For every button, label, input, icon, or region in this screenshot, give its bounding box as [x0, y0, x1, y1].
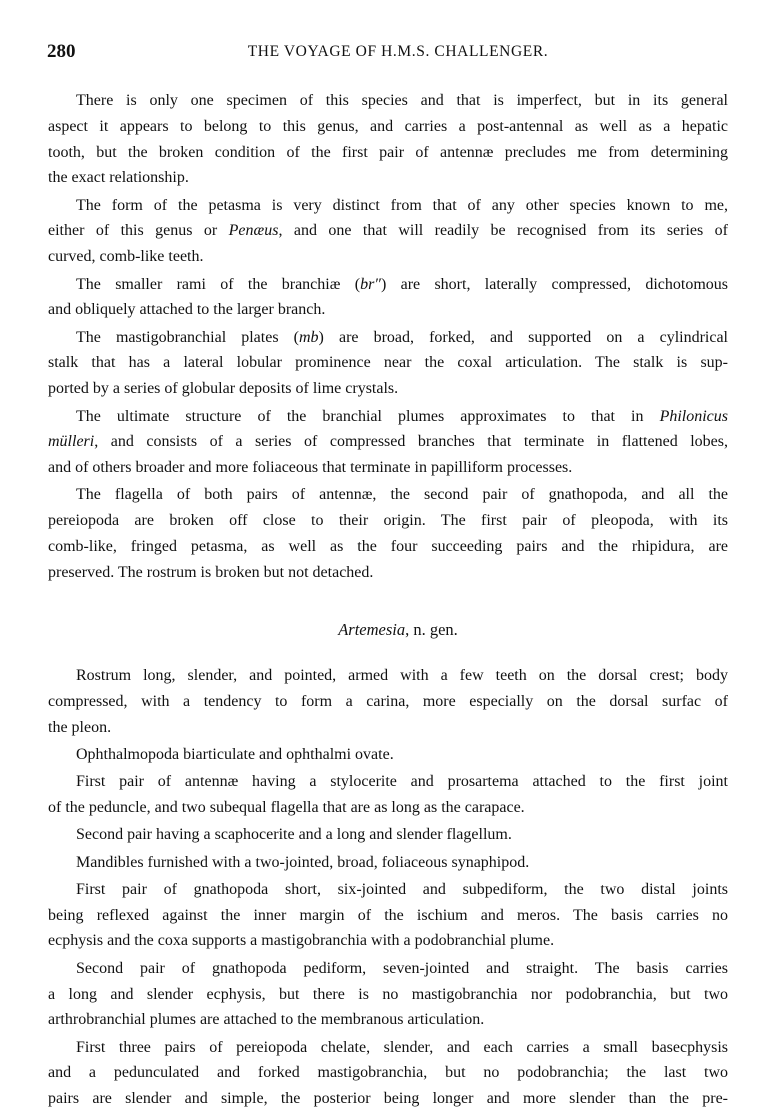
- text-line: [48, 534, 728, 560]
- paragraph: [48, 272, 728, 324]
- text-segment: ) are broad, forked, and supported on a cylindrical: [318, 328, 729, 346]
- text-line: [48, 88, 728, 114]
- page-number: 280: [47, 41, 76, 62]
- text-line: [48, 663, 728, 689]
- italic-term: Penæus: [228, 222, 279, 240]
- text-line: [48, 742, 728, 768]
- text-segment: compressed, with a tendency to form a carina, more especially on the dorsal surfac of: [48, 692, 728, 710]
- text-segment: preserved. The rostrum is broken but not detached.: [48, 563, 374, 581]
- text-segment: either of this genus or: [48, 222, 229, 240]
- paragraph: [48, 956, 728, 1033]
- paragraph: [48, 822, 728, 848]
- paragraph: [48, 663, 728, 740]
- text-segment: , and consists of a series of compressed branches that terminate in flattened lobes,: [94, 433, 728, 451]
- text-line: [48, 822, 728, 848]
- text-line: [48, 508, 728, 534]
- italic-term: Philonicus: [659, 407, 728, 425]
- text-line: [48, 1007, 728, 1033]
- genus-name: Artemesia: [338, 620, 406, 639]
- text-segment: ) are short, laterally compressed, dichotomous: [380, 275, 729, 293]
- text-segment: Second pair having a scaphocerite and a long and slender flagellum.: [76, 826, 512, 844]
- text-segment: and obliquely attached to the larger branch.: [48, 301, 326, 319]
- text-segment: Mandibles furnished with a two-jointed, broad, foliaceous synaphipod.: [76, 853, 530, 871]
- text-segment: The mastigobranchial plates (: [76, 328, 299, 346]
- paragraph: [48, 325, 728, 402]
- text-line: [48, 165, 728, 191]
- genus-heading: [0, 620, 776, 640]
- text-segment: the pleon.: [48, 718, 112, 736]
- italic-term: mülleri: [48, 433, 95, 451]
- text-segment: and a pedunculated and forked mastigobranchia, but no podobranchia; the last two: [48, 1064, 728, 1082]
- text-segment: ported by a series of globular deposits of lime crystals.: [48, 380, 399, 398]
- text-line: [48, 956, 728, 982]
- text-segment: curved, comb-like teeth.: [48, 248, 204, 266]
- text-line: [48, 877, 728, 903]
- text-line: [48, 1060, 728, 1086]
- text-segment: There is only one specimen of this species and that is imperfect, but in its general: [76, 92, 728, 109]
- text-segment: a long and slender ecphysis, but there is no mastigobranchia nor podobranchia, but two: [48, 985, 728, 1003]
- text-line: [48, 850, 728, 876]
- text-line: [48, 903, 728, 929]
- text-line: [48, 404, 728, 430]
- text-line: [48, 482, 728, 508]
- text-segment: The flagella of both pairs of antennæ, the second pair of gnathopoda, and all the: [76, 486, 728, 504]
- text-segment: of the peduncle, and two subequal flagella that are as long as the carapace.: [48, 798, 525, 816]
- text-line: [48, 429, 728, 455]
- paragraph: [48, 1035, 728, 1112]
- text-line: [48, 350, 728, 376]
- text-line: [48, 244, 728, 270]
- text-line: [48, 795, 728, 821]
- genus-suffix: , n. gen.: [405, 620, 458, 639]
- paragraph: [48, 877, 728, 954]
- text-line: [48, 272, 728, 298]
- text-segment: The ultimate structure of the branchial plumes approximates to that in: [76, 407, 660, 425]
- text-line: [48, 560, 728, 586]
- text-segment: aspect it appears to belong to this genus, and carries a post-antennal as well as a hepatic: [48, 117, 728, 135]
- paragraph: [48, 193, 728, 270]
- text-segment: comb-like, fringed petasma, as well as the four succeeding pairs and the rhipidura, are: [48, 538, 728, 556]
- text-line: [48, 982, 728, 1008]
- text-line: [48, 193, 728, 219]
- text-segment: , and one that will readily be recognised from its series of: [278, 222, 729, 240]
- text-line: [48, 376, 728, 402]
- text-line: [48, 218, 728, 244]
- text-segment: tooth, but the broken condition of the first pair of antennæ precludes me from determining: [48, 143, 728, 161]
- text-segment: First three pairs of pereiopoda chelate, slender, and each carries a small basecphysis: [76, 1038, 728, 1056]
- text-segment: pairs are slender and simple, the posterior being longer and more slender than the pre-: [48, 1090, 728, 1108]
- text-segment: ecphysis and the coxa supports a mastigobranchia with a podobranchial plume.: [48, 932, 555, 950]
- text-line: [48, 140, 728, 166]
- running-title: THE VOYAGE OF H.M.S. CHALLENGER.: [247, 43, 549, 60]
- text-line: [48, 1035, 728, 1061]
- text-segment: First pair of antennæ having a stylocerite and prosartema attached to the first joint: [76, 773, 728, 791]
- paragraph: [48, 482, 728, 585]
- text-segment: Rostrum long, slender, and pointed, armed with a few teeth on the dorsal crest; body: [76, 667, 728, 684]
- text-line: [48, 114, 728, 140]
- text-segment: pereiopoda are broken off close to their origin. The first pair of pleopoda, with its: [48, 512, 728, 530]
- text-line: [48, 1086, 728, 1112]
- paragraph: [48, 850, 728, 876]
- text-segment: The smaller rami of the branchiæ (: [76, 275, 361, 293]
- paragraph: [48, 742, 728, 768]
- paragraph: [48, 88, 728, 191]
- text-segment: First pair of gnathopoda short, six-jointed and subpediform, the two distal joints: [76, 880, 728, 898]
- text-line: [48, 297, 728, 323]
- paragraph: [48, 769, 728, 821]
- text-segment: stalk that has a lateral lobular prominence near the coxal articulation. The stalk is sup-: [48, 354, 728, 372]
- body-section-artemesia-description: [48, 663, 728, 1114]
- italic-term: mb: [298, 328, 319, 346]
- text-segment: the exact relationship.: [48, 169, 189, 187]
- text-segment: Ophthalmopoda biarticulate and ophthalmi ovate.: [76, 745, 394, 763]
- text-line: [48, 715, 728, 741]
- text-segment: and of others broader and more foliaceous that terminate in papilliform processes.: [48, 459, 573, 477]
- italic-term: br″: [360, 275, 381, 293]
- text-line: [48, 325, 728, 351]
- text-line: [48, 689, 728, 715]
- text-line: [48, 769, 728, 795]
- text-segment: The form of the petasma is very distinct from that of any other species known to me,: [76, 196, 728, 214]
- text-line: [48, 928, 728, 954]
- paragraph: [48, 404, 728, 481]
- text-segment: being reflexed against the inner margin of the ischium and meros. The basis carries no: [48, 906, 728, 924]
- body-section-species-notes: [48, 88, 728, 587]
- text-segment: Second pair of gnathopoda pediform, seven-jointed and straight. The basis carries: [76, 959, 728, 977]
- text-line: [48, 455, 728, 481]
- text-segment: arthrobranchial plumes are attached to the membranous articulation.: [48, 1011, 485, 1029]
